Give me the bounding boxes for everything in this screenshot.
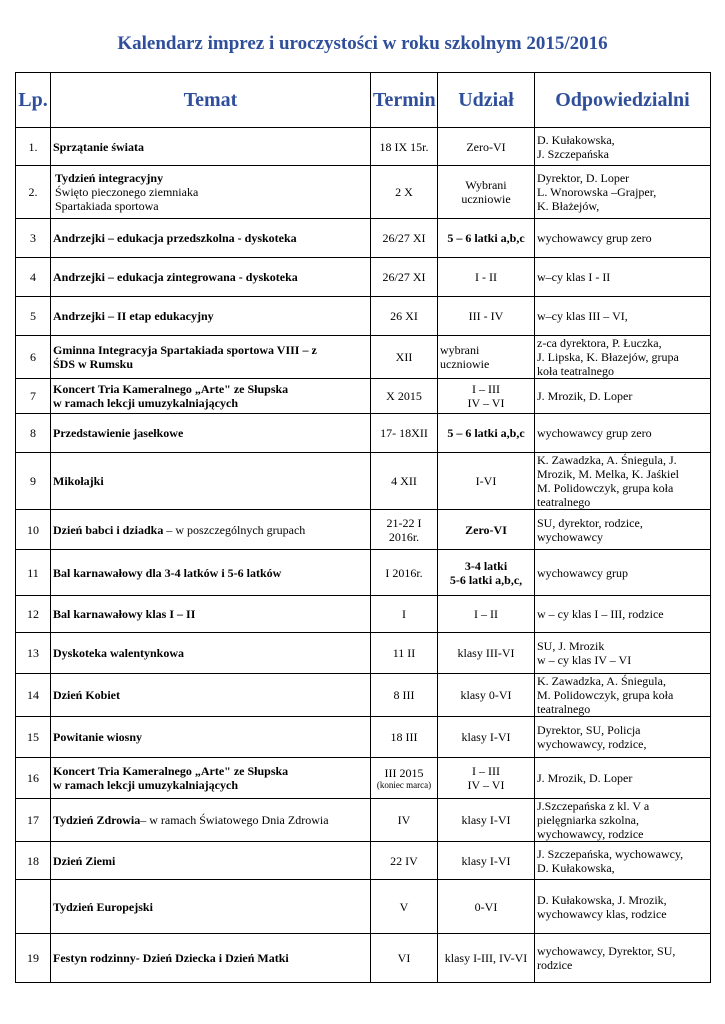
- row-udzial: [438, 550, 535, 596]
- odp-line: L. Wnorowska –Grajper,: [537, 185, 657, 199]
- temat-line: Koncert Tria Kameralnego „Arte" ze Słupska: [53, 764, 289, 778]
- row-odpowiedzialni: [535, 674, 711, 717]
- row-temat: [51, 336, 371, 379]
- table-row: [16, 842, 711, 880]
- row-udzial: [438, 674, 535, 717]
- row-lp: 14: [16, 674, 51, 717]
- row-odpowiedzialni: [535, 336, 711, 379]
- row-temat: [51, 799, 371, 842]
- row-termin: [371, 336, 438, 379]
- table-row: [16, 717, 711, 758]
- table-row: [16, 258, 711, 297]
- table-row: [16, 379, 711, 414]
- temat-line: Święto pieczonego ziemniaka: [55, 185, 199, 199]
- row-odpowiedzialni: [535, 799, 711, 842]
- odp-line: D. Kułakowska,: [537, 860, 615, 875]
- row-lp: 7: [16, 379, 51, 414]
- row-udzial: [438, 633, 535, 674]
- row-temat: [51, 128, 371, 166]
- odp-line: w–cy klas III – VI,: [537, 309, 628, 323]
- row-odpowiedzialni: [535, 510, 711, 550]
- temat-line: Andrzejki – edukacja zintegrowana - dyskoteka: [53, 270, 298, 284]
- table-row: [16, 297, 711, 336]
- table-row: [16, 128, 711, 166]
- row-termin: [371, 453, 438, 510]
- row-udzial: [438, 453, 535, 510]
- odp-line: J.Szczepańska z kl. V a: [537, 799, 650, 813]
- temat-line: Festyn rodzinny- Dzień Dziecka i Dzień Matki: [53, 951, 289, 965]
- row-udzial: [438, 934, 535, 983]
- row-termin: [371, 297, 438, 336]
- udzial-line: I – III: [472, 382, 500, 396]
- row-lp: 5: [16, 297, 51, 336]
- udzial-line: wybrani: [440, 343, 480, 357]
- header-odpowiedzialni: Odpowiedzialni: [535, 73, 711, 128]
- temat-line: Przedstawienie jasełkowe: [53, 426, 184, 440]
- row-lp: 3: [16, 219, 51, 258]
- odp-line: w–cy klas I - II: [537, 270, 611, 284]
- odp-line: wychowawcy grup zero: [537, 426, 652, 440]
- temat-line: w ramach lekcji umuzykalniających: [53, 778, 238, 792]
- temat-line: Dzień Ziemi: [53, 853, 116, 868]
- row-odpowiedzialni: [535, 453, 711, 510]
- row-udzial: [438, 717, 535, 758]
- row-lp: [16, 880, 51, 934]
- table-row: [16, 510, 711, 550]
- row-termin: [371, 674, 438, 717]
- table-row: [16, 758, 711, 799]
- row-termin: [371, 934, 438, 983]
- odp-line: M. Polidowczyk, grupa koła: [537, 481, 674, 495]
- row-temat: [51, 414, 371, 453]
- header-temat: Temat: [51, 73, 371, 128]
- header-termin: Termin: [371, 73, 438, 128]
- termin-line: 18 IX 15r.: [379, 139, 429, 154]
- schedule-table: [15, 72, 711, 983]
- row-odpowiedzialni: [535, 414, 711, 453]
- temat-normal-part: – w ramach Światowego Dnia Zdrowia: [140, 813, 329, 827]
- row-termin: [371, 880, 438, 934]
- odp-line: wychowawcy grup zero: [537, 231, 652, 245]
- termin-line: 22 IV: [390, 853, 418, 868]
- udzial-line: uczniowie: [440, 357, 490, 371]
- udzial-line: I – II: [474, 607, 498, 621]
- odp-line: J. Mrozik, D. Loper: [537, 771, 633, 785]
- udzial-line: 3-4 latki: [464, 558, 508, 573]
- row-termin: [371, 550, 438, 596]
- row-termin: [371, 758, 438, 799]
- table-row: [16, 166, 711, 219]
- row-udzial: [438, 758, 535, 799]
- row-lp: 15: [16, 717, 51, 758]
- row-termin: [371, 842, 438, 880]
- udzial-line: I - II: [475, 270, 497, 284]
- row-odpowiedzialni: [535, 596, 711, 633]
- odp-line: K. Zawadzka, A. Śniegula, J.: [537, 453, 677, 467]
- temat-line: Powitanie wiosny: [53, 730, 143, 744]
- temat-line: Gminna Integracyja Spartakiada sportowa VIII – z: [53, 343, 317, 357]
- row-udzial: [438, 799, 535, 842]
- page-title: Kalendarz imprez i uroczystości w roku szkolnym 2015/2016: [117, 33, 608, 54]
- row-lp: 13: [16, 633, 51, 674]
- row-lp: 9: [16, 453, 51, 510]
- table-row: [16, 934, 711, 983]
- row-odpowiedzialni: [535, 166, 711, 219]
- table-row: [16, 596, 711, 633]
- table-row: [16, 799, 711, 842]
- temat-line: Andrzejki – edukacja przedszkolna - dyskoteka: [53, 231, 297, 245]
- row-odpowiedzialni: [535, 934, 711, 983]
- odp-line: Dyrektor, D. Loper: [537, 171, 630, 185]
- termin-line: 4 XII: [391, 474, 417, 488]
- odp-line: koła teatralnego: [537, 364, 614, 378]
- row-odpowiedzialni: [535, 219, 711, 258]
- row-temat: [51, 166, 371, 219]
- row-udzial: [438, 336, 535, 379]
- termin-line: 18 III: [390, 730, 418, 744]
- udzial-line: 0-VI: [474, 899, 498, 914]
- row-temat: [51, 453, 371, 510]
- row-termin: [371, 596, 438, 633]
- row-temat: [51, 379, 371, 414]
- odp-line: M. Polidowczyk, grupa koła: [537, 688, 674, 702]
- row-lp: 12: [16, 596, 51, 633]
- table-row: [16, 336, 711, 379]
- row-odpowiedzialni: [535, 550, 711, 596]
- odp-line: SU, J. Mrozik: [537, 639, 605, 653]
- udzial-line: IV – VI: [467, 396, 505, 410]
- temat-line: ŚDS w Rumsku: [53, 357, 134, 371]
- row-udzial: [438, 596, 535, 633]
- temat-line: Andrzejki – II etap edukacyjny: [53, 309, 214, 323]
- row-temat: [51, 842, 371, 880]
- temat-line: Tydzień Europejski: [53, 899, 153, 914]
- odp-line: J. Szczepańska: [537, 146, 609, 161]
- table-header-row: [16, 73, 711, 128]
- temat-line: Bal karnawałowy klas I – II: [53, 607, 196, 621]
- table-row: [16, 219, 711, 258]
- termin-line: XII: [395, 350, 413, 364]
- temat-bold-part: Tydzień Zdrowia: [53, 813, 141, 827]
- temat-line: Koncert Tria Kameralnego „Arte" ze Słupska: [53, 382, 289, 396]
- row-termin: [371, 219, 438, 258]
- termin-line: 2016r.: [388, 529, 420, 544]
- row-odpowiedzialni: [535, 842, 711, 880]
- odp-line: D. Kułakowska,: [537, 132, 615, 147]
- odp-line: wychowawcy klas, rodzice: [537, 906, 667, 921]
- table-row: [16, 674, 711, 717]
- row-udzial: [438, 880, 535, 934]
- termin-line: 8 III: [393, 688, 415, 702]
- row-temat: [51, 297, 371, 336]
- row-temat: [51, 758, 371, 799]
- table-row: [16, 550, 711, 596]
- row-lp: 11: [16, 550, 51, 596]
- odp-line: teatralnego: [537, 495, 591, 509]
- row-temat: [51, 717, 371, 758]
- row-lp: 1.: [16, 128, 51, 166]
- row-lp: 10: [16, 510, 51, 550]
- udzial-line: IV – VI: [467, 778, 505, 792]
- table-row: [16, 633, 711, 674]
- termin-line: VI: [397, 951, 411, 965]
- termin-line: 2 X: [395, 185, 413, 199]
- row-odpowiedzialni: [535, 717, 711, 758]
- odp-line: wychowawcy grup: [537, 565, 628, 580]
- row-lp: 4: [16, 258, 51, 297]
- termin-line: I: [402, 607, 406, 621]
- odp-line: wychowawcy, rodzice: [537, 827, 644, 841]
- row-odpowiedzialni: [535, 297, 711, 336]
- temat-line: Spartakiada sportowa: [55, 199, 159, 213]
- row-lp: 18: [16, 842, 51, 880]
- odp-line: teatralnego: [537, 702, 591, 716]
- temat-line: Dzień Kobiet: [53, 688, 120, 702]
- row-udzial: [438, 297, 535, 336]
- row-termin: [371, 633, 438, 674]
- row-udzial: [438, 128, 535, 166]
- row-termin: [371, 128, 438, 166]
- temat-line: w ramach lekcji umuzykalniających: [53, 396, 238, 410]
- odp-line: z-ca dyrektora, P. Łuczka,: [537, 336, 662, 350]
- odp-line: wychowawcy, rodzice,: [537, 737, 647, 751]
- termin-line: 21-22 I: [386, 515, 422, 530]
- row-lp: 6: [16, 336, 51, 379]
- odp-line: SU, dyrektor, rodzice,: [537, 515, 643, 530]
- odp-line: rodzice: [537, 958, 573, 972]
- row-temat: [51, 510, 371, 550]
- udzial-line: klasy 0-VI: [460, 688, 512, 702]
- odp-line: K. Błażejów,: [537, 199, 600, 213]
- termin-line: I 2016r.: [385, 565, 423, 580]
- temat-line: Dyskoteka walentynkowa: [53, 646, 185, 660]
- udzial-line: Wybrani: [465, 178, 507, 192]
- row-temat: [51, 596, 371, 633]
- row-odpowiedzialni: [535, 128, 711, 166]
- odp-line: w – cy klas I – III, rodzice: [537, 607, 664, 621]
- termin-line: X 2015: [386, 389, 422, 403]
- row-odpowiedzialni: [535, 758, 711, 799]
- row-termin: [371, 166, 438, 219]
- udzial-line: I – III: [472, 764, 500, 778]
- odp-line: J. Szczepańska, wychowawcy,: [537, 846, 684, 861]
- row-temat: [51, 934, 371, 983]
- row-lp: 2.: [16, 166, 51, 219]
- row-odpowiedzialni: [535, 379, 711, 414]
- row-udzial: [438, 379, 535, 414]
- termin-line: 17- 18XII: [380, 426, 428, 440]
- udzial-line: klasy I-VI: [461, 813, 511, 827]
- temat-normal-part: – w poszczególnych grupach: [163, 522, 306, 537]
- row-termin: [371, 799, 438, 842]
- row-odpowiedzialni: [535, 880, 711, 934]
- row-temat: [51, 674, 371, 717]
- termin-line: (koniec marca): [376, 779, 432, 790]
- odp-line: K. Zawadzka, A. Śniegula,: [537, 674, 666, 688]
- udzial-line: I-VI: [475, 474, 497, 488]
- row-temat: [51, 258, 371, 297]
- udzial-line: 5-6 latki a,b,c,: [449, 572, 523, 587]
- header-lp: Lp.: [16, 73, 51, 128]
- odp-line: J. Mrozik, D. Loper: [537, 389, 633, 403]
- row-udzial: [438, 219, 535, 258]
- row-lp: 8: [16, 414, 51, 453]
- odp-line: Mrozik, M. Melka, K. Jaśkiel: [537, 467, 679, 481]
- row-udzial: [438, 258, 535, 297]
- row-odpowiedzialni: [535, 633, 711, 674]
- header-udzial: Udział: [438, 73, 535, 128]
- udzial-line: Zero-VI: [466, 139, 506, 154]
- temat-line: Sprzątanie świata: [53, 139, 144, 154]
- odp-line: J. Lipska, K. Błazejów, grupa: [537, 350, 679, 364]
- row-lp: 19: [16, 934, 51, 983]
- row-temat: [51, 550, 371, 596]
- temat-line: Mikołajki: [53, 474, 104, 488]
- row-udzial: [438, 166, 535, 219]
- termin-line: 11 II: [392, 646, 416, 660]
- row-termin: [371, 510, 438, 550]
- table-row: [16, 414, 711, 453]
- termin-line: 26/27 XI: [382, 270, 426, 284]
- udzial-line: Zero-VI: [465, 522, 507, 537]
- udzial-line: 5 – 6 latki a,b,c: [447, 231, 525, 245]
- odp-line: Dyrektor, SU, Policja: [537, 723, 641, 737]
- temat-line: Tydzień integracyjny: [55, 171, 164, 185]
- row-udzial: [438, 510, 535, 550]
- row-termin: [371, 717, 438, 758]
- row-udzial: [438, 842, 535, 880]
- odp-line: wychowawcy, Dyrektor, SU,: [537, 944, 676, 958]
- row-lp: 16: [16, 758, 51, 799]
- termin-line: III 2015: [384, 765, 424, 780]
- row-temat: [51, 219, 371, 258]
- termin-line: V: [399, 899, 409, 914]
- udzial-line: klasy I-VI: [461, 730, 511, 744]
- row-termin: [371, 258, 438, 297]
- table-row: [16, 880, 711, 934]
- termin-line: 26/27 XI: [382, 231, 426, 245]
- udzial-line: 5 – 6 latki a,b,c: [447, 426, 525, 440]
- odp-line: wychowawcy: [537, 529, 603, 544]
- row-lp: 17: [16, 799, 51, 842]
- udzial-line: klasy III-VI: [457, 646, 515, 660]
- odp-line: w – cy klas IV – VI: [537, 653, 632, 667]
- udzial-line: klasy I-VI: [461, 853, 511, 868]
- odp-line: pielęgniarka szkolna,: [537, 813, 639, 827]
- row-temat: [51, 880, 371, 934]
- row-temat: [51, 633, 371, 674]
- temat-line: Bal karnawałowy dla 3-4 latków i 5-6 latków: [53, 565, 282, 580]
- udzial-line: klasy I-III, IV-VI: [444, 951, 528, 965]
- odp-line: D. Kułakowska, J. Mrozik,: [537, 892, 667, 907]
- row-termin: [371, 379, 438, 414]
- row-odpowiedzialni: [535, 258, 711, 297]
- row-udzial: [438, 414, 535, 453]
- row-termin: [371, 414, 438, 453]
- table-row: [16, 453, 711, 510]
- termin-line: IV: [397, 813, 411, 827]
- udzial-line: III - IV: [468, 309, 504, 323]
- termin-line: 26 XI: [390, 309, 418, 323]
- udzial-line: uczniowie: [461, 192, 511, 206]
- temat-bold-part: Dzień babci i dziadka: [53, 522, 164, 537]
